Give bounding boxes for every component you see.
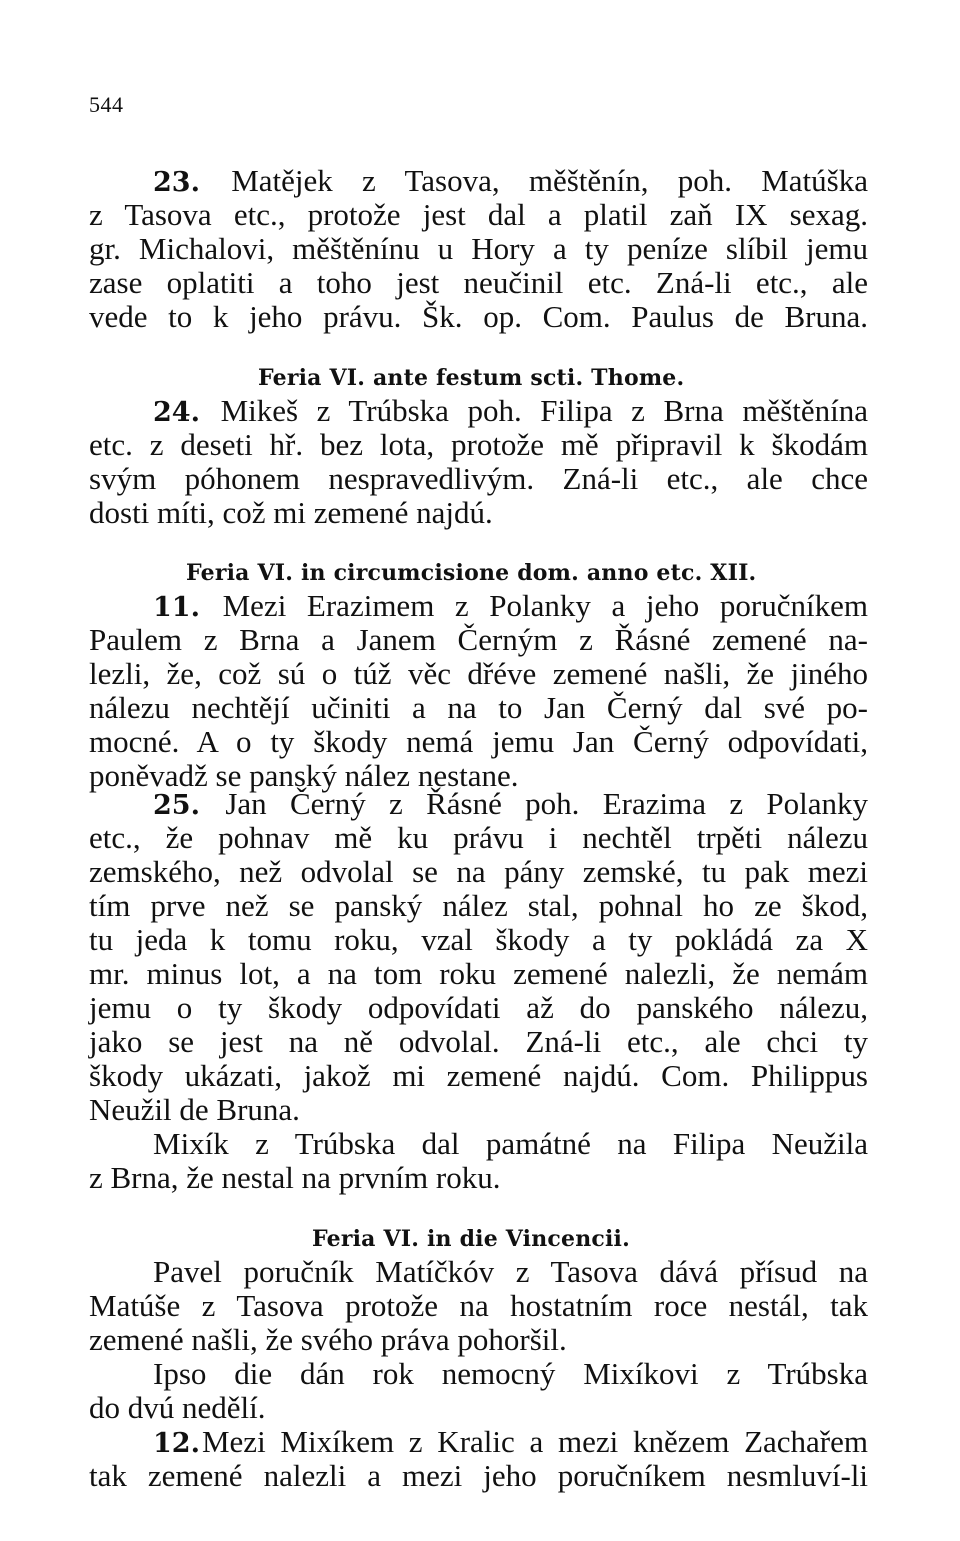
entry-number-24: 24. (153, 397, 200, 428)
entry-12-line-2: tak zemené nalezli a mezi jeho poručníkem nesmluví-li (89, 1458, 868, 1493)
entry-number-23: 23. (153, 167, 200, 198)
pavel-line-2: Matúše z Tasova protože na hostatním roce nestál, tak (89, 1288, 868, 1323)
entry-25-line-1 (153, 786, 868, 822)
entry-24-line-1 (153, 393, 868, 429)
entry-23-text-1: Matějek z Tasova, měštěnín, poh. Matúška (231, 163, 868, 198)
entry-25-line-8: jako se jest na ně odvolal. Zná-li etc., ale chci ty (89, 1024, 868, 1059)
entry-25-line-10: Neužil de Bruna. (89, 1092, 300, 1127)
entry-25-line-4: tím prve než se panský nález stal, pohnal ho ze škod, (89, 888, 868, 923)
entry-12-text-1: Mezi Mixíkem z Kralic a mezi knězem Zachařem (201, 1424, 868, 1459)
ipso-line-1: Ipso die dán rok nemocný Mixíkovi z Trúbska (153, 1356, 868, 1391)
entry-11-line-1 (153, 588, 868, 624)
entry-24-line-2: etc. z deseti hř. bez lota, protože mě připravil k škodám (89, 427, 868, 462)
entry-23-line-1 (153, 163, 868, 199)
entry-11-line-3: lezli, že, což sú o túž věc dřéve zemené našli, že jiného (89, 656, 868, 691)
entry-25-text-1: Jan Černý z Řásné poh. Erazima z Polanky (225, 786, 868, 821)
entry-23-line-3: gr. Michalovi, měštěnínu u Hory a ty peníze slíbil jemu (89, 231, 868, 266)
entry-24-text-1: Mikeš z Trúbska poh. Filipa z Brna měštěnína (220, 393, 869, 428)
pavel-line-3: zemené našli, že svého práva pohoršil. (89, 1322, 567, 1357)
entry-number-11: 11. (153, 592, 200, 623)
entry-11-line-5: mocné. A o ty škody nemá jemu Jan Černý odpovídati, (89, 724, 868, 759)
entry-23-line-4: zase oplatiti a toho jest neučinil etc. Zná-li etc., ale (89, 265, 868, 300)
entry-24-line-4: dosti míti, což mi zemené najdú. (89, 495, 493, 530)
entry-25-line-5: tu jeda k tomu roku, vzal škody a ty pokládá za X (89, 922, 868, 957)
entry-12-line-1 (153, 1424, 868, 1460)
entry-25-line-9: škody ukázati, jakož mi zemené najdú. Com. Philippus (89, 1058, 868, 1093)
entry-25-line-2: etc., že pohnav mě ku právu i nechtěl trpěti nálezu (89, 820, 868, 855)
section-heading-circumcisione: Feria VI. in circumcisione dom. anno etc. XII. (186, 560, 757, 586)
section-heading-thome: Feria VI. ante festum scti. Thome. (258, 365, 685, 391)
entry-23-line-2: z Tasova etc., protože jest dal a platil zaň IX sexag. (89, 197, 868, 232)
entry-25-line-7: jemu o ty škody odpovídati až do panského nálezu, (89, 990, 868, 1025)
entry-11-text-1: Mezi Erazimem z Polanky a jeho poručníkem (222, 588, 868, 623)
entry-24-line-3: svým póhonem nespravedlivým. Zná-li etc., ale chce (89, 461, 868, 496)
mixik-line-2: z Brna, že nestal na prvním roku. (89, 1160, 501, 1195)
entry-25-line-6: mr. minus lot, a na tom roku zemené nalezli, že nemám (89, 956, 868, 991)
page-number: 544 (89, 92, 124, 117)
entry-11-line-6: poněvadž se panský nález nestane. (89, 758, 519, 793)
mixik-line-1: Mixík z Trúbska dal památné na Filipa Neužila (153, 1126, 868, 1161)
pavel-line-1: Pavel poručník Matíčkóv z Tasova dává přísud na (153, 1254, 868, 1289)
entry-number-12: 12. (153, 1428, 200, 1459)
entry-11-line-4: nálezu nechtějí učiniti a na to Jan Černý dal své po- (89, 690, 868, 725)
section-heading-vincencii: Feria VI. in die Vincencii. (312, 1226, 630, 1252)
entry-23-line-5: vede to k jeho právu. Šk. op. Com. Paulus de Bruna. (89, 299, 868, 334)
entry-25-line-3: zemského, než odvolal se na pány zemské, tu pak mezi (89, 854, 868, 889)
entry-11-line-2: Paulem z Brna a Janem Černým z Řásné zemené na- (89, 622, 868, 657)
entry-number-25: 25. (153, 790, 200, 821)
ipso-line-2: do dvú nedělí. (89, 1390, 266, 1425)
